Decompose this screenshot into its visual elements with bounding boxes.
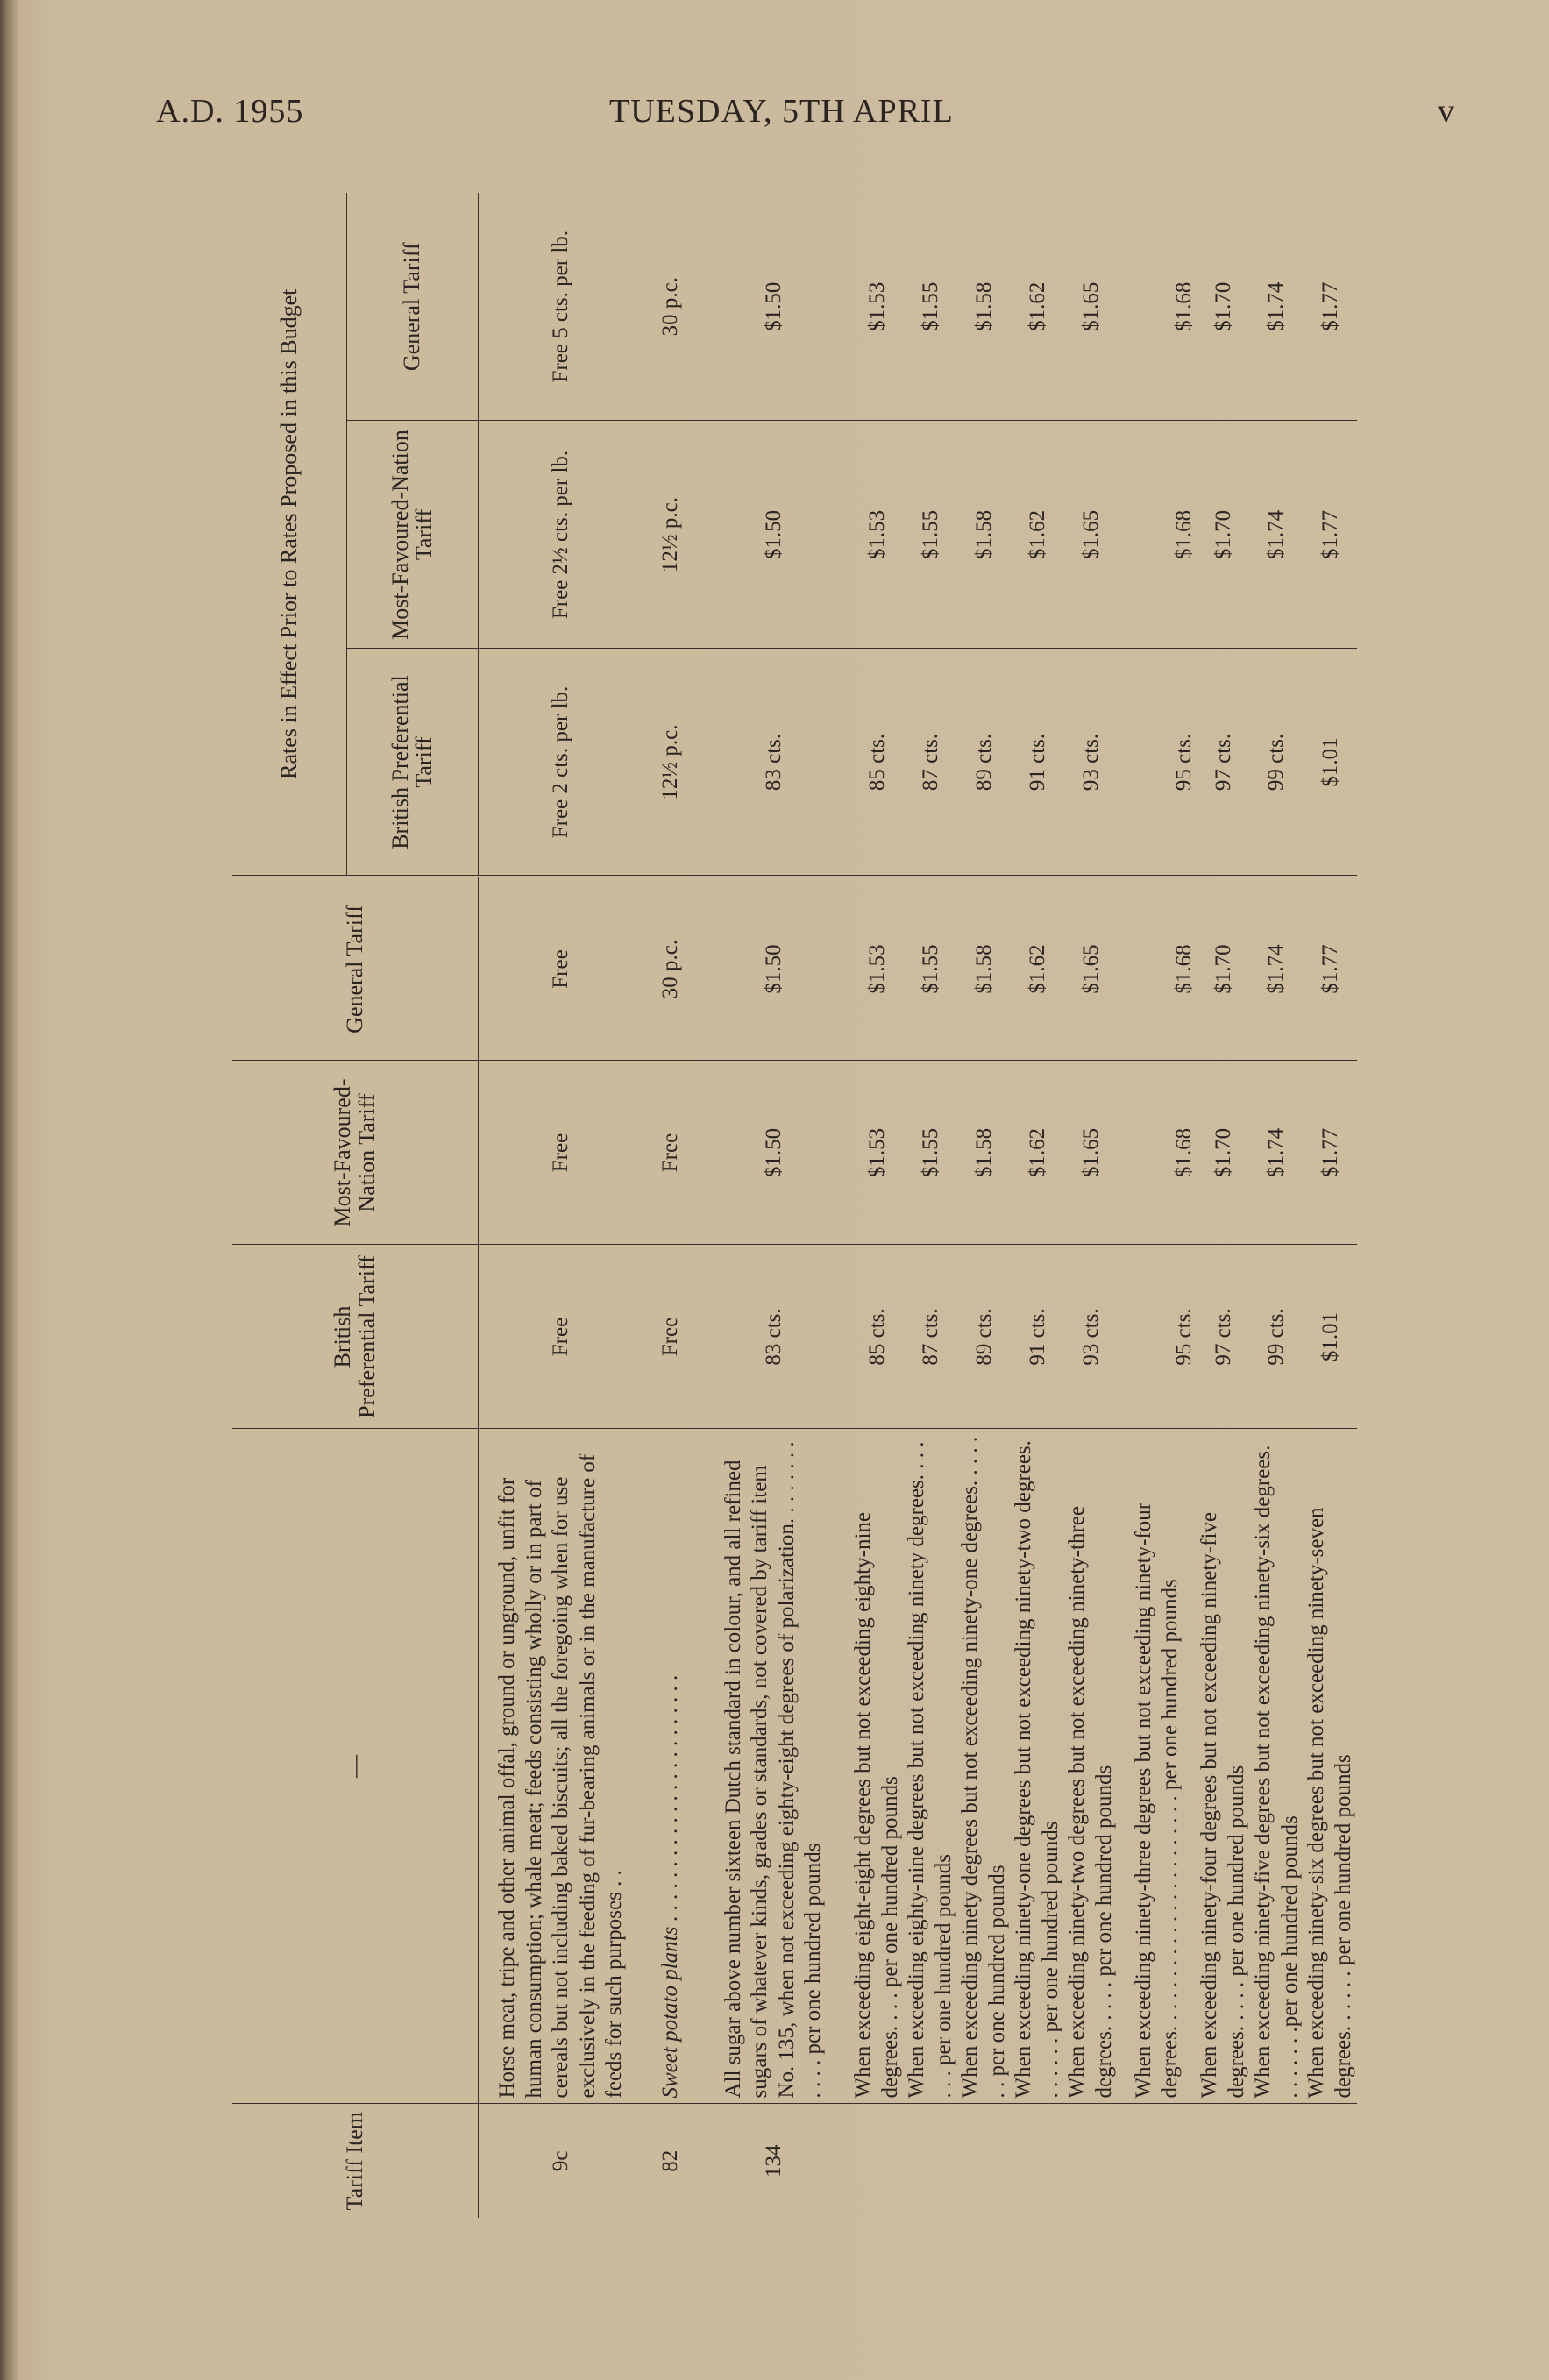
table-row xyxy=(1197,193,1250,2218)
prior-gen: $1.70 xyxy=(1197,193,1250,421)
prior-mfn: $1.70 xyxy=(1197,421,1250,649)
current-mfn: $1.58 xyxy=(957,1061,1011,1245)
description: When exceeding eighty-nine degrees but not exceeding ninety degrees. . . . . . . per one hundred pounds xyxy=(904,1429,957,2104)
header-prior-bpt: British Preferential Tariff xyxy=(346,649,478,877)
description: When exceeding ninety-two degrees but not exceeding ninety-three degrees. . . . . per one hundred pounds xyxy=(1064,1429,1118,2104)
table-row xyxy=(1064,193,1118,2218)
prior-bpt: $1.01 xyxy=(1304,649,1357,877)
description: Sweet potato plants . . . . . . . . . . . . . . . . . . . . . . . xyxy=(644,1429,697,2104)
description: When exceeding ninety-three degrees but not exceeding ninety-four degrees. . . . . . . . . . . . . . . . . . . . . . per one hundred pounds xyxy=(1118,1429,1197,2104)
prior-bpt: 87 cts. xyxy=(904,649,957,877)
current-gen: $1.50 xyxy=(697,877,850,1061)
rotated-tariff-table xyxy=(232,193,1403,2218)
table-row xyxy=(850,193,904,2218)
prior-bpt: 85 cts. xyxy=(850,649,904,877)
table-row xyxy=(957,193,1011,2218)
header-current-bpt: British Preferential Tariff xyxy=(232,1245,478,1429)
prior-gen: $1.62 xyxy=(1011,193,1064,421)
prior-bpt: Free 2 cts. per lb. xyxy=(478,649,644,877)
table-row xyxy=(644,193,697,2218)
prior-mfn: $1.53 xyxy=(850,421,904,649)
prior-bpt: 12½ p.c. xyxy=(644,649,697,877)
prior-mfn: $1.74 xyxy=(1250,421,1304,649)
prior-gen: $1.74 xyxy=(1250,193,1304,421)
current-gen: $1.68 xyxy=(1118,877,1197,1061)
current-bpt: 87 cts. xyxy=(904,1245,957,1429)
description: When exceeding ninety-one degrees but not exceeding ninety-two degrees. . . . . . . per one hundred pounds xyxy=(1011,1429,1064,2104)
prior-mfn: $1.55 xyxy=(904,421,957,649)
current-mfn: $1.62 xyxy=(1011,1061,1064,1245)
current-bpt: 95 cts. xyxy=(1118,1245,1197,1429)
prior-gen: $1.68 xyxy=(1118,193,1197,421)
tariff-item: 9c xyxy=(549,2150,573,2172)
current-gen: 30 p.c. xyxy=(644,877,697,1061)
tariff-item xyxy=(850,2104,904,2218)
header-current-mfn: Most-Favoured-Nation Tariff xyxy=(232,1061,478,1245)
tariff-item xyxy=(1250,2104,1304,2218)
header-prior-mfn: Most-Favoured-Nation Tariff xyxy=(346,421,478,649)
description: When exceeding ninety-six degrees but not exceeding ninety-seven degrees. . . . . . per one hundred pounds xyxy=(1304,1429,1357,2104)
current-mfn: $1.77 xyxy=(1304,1061,1357,1245)
tariff-item xyxy=(1304,2104,1357,2218)
current-gen: $1.65 xyxy=(1064,877,1118,1061)
prior-gen: $1.53 xyxy=(850,193,904,421)
tariff-item xyxy=(1064,2104,1118,2218)
header-description: — xyxy=(232,1429,478,2104)
prior-bpt: 91 cts. xyxy=(1011,649,1064,877)
current-mfn: $1.50 xyxy=(697,1061,850,1245)
prior-mfn: $1.77 xyxy=(1304,421,1357,649)
running-head-year: A.D. 1955 xyxy=(156,93,304,130)
current-bpt: 93 cts. xyxy=(1064,1245,1118,1429)
current-bpt: $1.01 xyxy=(1304,1245,1357,1429)
tariff-table xyxy=(232,193,1403,2218)
tariff-item xyxy=(904,2104,957,2218)
current-gen: $1.62 xyxy=(1011,877,1064,1061)
current-gen: $1.53 xyxy=(850,877,904,1061)
running-head-date: TUESDAY, 5TH APRIL xyxy=(609,93,954,130)
prior-gen: Free 5 cts. per lb. xyxy=(478,193,644,421)
prior-gen: $1.65 xyxy=(1064,193,1118,421)
prior-mfn: 12½ p.c. xyxy=(644,421,697,649)
description: When exceeding ninety-five degrees but not exceeding ninety-six degrees. . . . . . . .per one hundred pounds xyxy=(1250,1429,1304,2104)
current-mfn: $1.65 xyxy=(1064,1061,1118,1245)
description: When exceeding eight-eight degrees but not exceeding eighty-nine degrees. . . . per one hundred pounds xyxy=(850,1429,904,2104)
current-mfn: $1.55 xyxy=(904,1061,957,1245)
prior-mfn: $1.58 xyxy=(957,421,1011,649)
table-row xyxy=(904,193,957,2218)
prior-bpt: 83 cts. xyxy=(697,649,850,877)
prior-mfn: Free 2½ cts. per lb. xyxy=(478,421,644,649)
table-row xyxy=(1304,193,1357,2218)
current-mfn: $1.53 xyxy=(850,1061,904,1245)
table-row xyxy=(1250,193,1304,2218)
header-tariff-item: Tariff Item xyxy=(232,2104,478,2218)
current-gen: $1.58 xyxy=(957,877,1011,1061)
prior-mfn: $1.68 xyxy=(1118,421,1197,649)
prior-gen: $1.58 xyxy=(957,193,1011,421)
prior-gen: 30 p.c. xyxy=(644,193,697,421)
description: When exceeding ninety degrees but not exceeding ninety-one degrees. . . . . . . per one hundred pounds xyxy=(957,1429,1011,2104)
table-row xyxy=(1118,193,1197,2218)
current-gen: $1.70 xyxy=(1197,877,1250,1061)
tariff-item xyxy=(1118,2104,1197,2218)
prior-gen: $1.55 xyxy=(904,193,957,421)
page-number: v xyxy=(1438,93,1455,130)
prior-bpt: 93 cts. xyxy=(1064,649,1118,877)
current-gen: $1.74 xyxy=(1250,877,1304,1061)
prior-bpt: 95 cts. xyxy=(1118,649,1197,877)
current-bpt: Free xyxy=(644,1245,697,1429)
current-mfn: Free xyxy=(644,1061,697,1245)
current-mfn: $1.74 xyxy=(1250,1061,1304,1245)
table-row xyxy=(1011,193,1064,2218)
current-gen: $1.55 xyxy=(904,877,957,1061)
prior-mfn: $1.65 xyxy=(1064,421,1118,649)
prior-bpt: 97 cts. xyxy=(1197,649,1250,877)
current-bpt: 97 cts. xyxy=(1197,1245,1250,1429)
prior-mfn: $1.62 xyxy=(1011,421,1064,649)
prior-bpt: 89 cts. xyxy=(957,649,1011,877)
current-bpt: 85 cts. xyxy=(850,1245,904,1429)
current-gen: $1.77 xyxy=(1304,877,1357,1061)
current-bpt: 91 cts. xyxy=(1011,1245,1064,1429)
current-bpt: 89 cts. xyxy=(957,1245,1011,1429)
header-current-gen: General Tariff xyxy=(232,877,478,1061)
prior-gen: $1.77 xyxy=(1304,193,1357,421)
table-row xyxy=(697,193,850,2218)
tariff-item xyxy=(957,2104,1011,2218)
tariff-item xyxy=(1197,2104,1250,2218)
table-row xyxy=(478,193,644,2218)
current-mfn: $1.70 xyxy=(1197,1061,1250,1245)
current-mfn: $1.68 xyxy=(1118,1061,1197,1245)
tariff-item xyxy=(1011,2104,1064,2218)
prior-gen: $1.50 xyxy=(697,193,850,421)
tariff-item: 134 xyxy=(761,2144,785,2178)
current-bpt: Free xyxy=(478,1245,644,1429)
current-gen: Free xyxy=(478,877,644,1061)
current-mfn: Free xyxy=(478,1061,644,1245)
current-bpt: 83 cts. xyxy=(697,1245,850,1429)
prior-bpt: 99 cts. xyxy=(1250,649,1304,877)
current-bpt: 99 cts. xyxy=(1250,1245,1304,1429)
header-prior-gen: General Tariff xyxy=(346,193,478,421)
description: When exceeding ninety-four degrees but not exceeding ninety-five degrees. . . . . per one hundred pounds xyxy=(1197,1429,1250,2104)
header-prior-group: Rates in Effect Prior to Rates Proposed in this Budget xyxy=(232,193,346,877)
description: All sugar above number sixteen Dutch standard in colour, and all refined sugars of whatever kinds, grades or standards, not covered by tariff item No. 135, when not exceeding eighty-eight degrees of polarization. . . . . . . . . . . . per one hundred pounds xyxy=(697,1429,850,2104)
description: Horse meat, tripe and other animal offal, ground or unground, unfit for human consumption; whale meat; feeds consisting wholly or in part of cereals but not including baked biscuits; all the foregoing when for use exclusively in the feeding of fur-bearing animals or in the manufacture of feeds for such purposes . . xyxy=(478,1429,644,2104)
prior-mfn: $1.50 xyxy=(697,421,850,649)
tariff-item: 82 xyxy=(658,2149,682,2172)
